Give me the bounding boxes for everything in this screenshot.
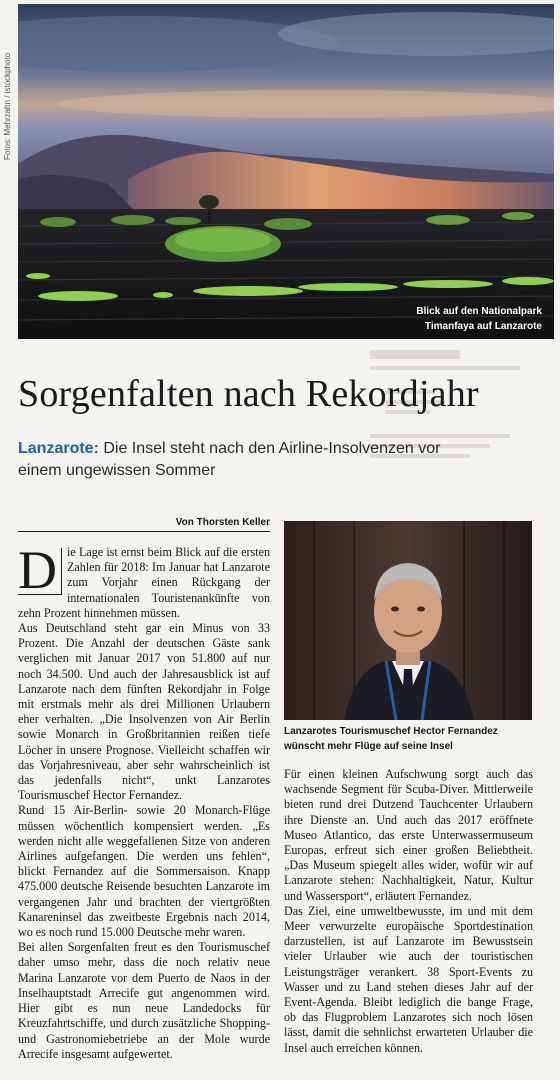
body-column-right <box>284 767 533 1056</box>
subhead-text: Die Insel steht nach den Airline-Insolvenzen vor einem ungewissen Sommer <box>18 440 441 479</box>
paragraph-1 <box>18 540 270 621</box>
portrait-caption <box>284 724 533 754</box>
photo-credit: Fotos: Mehrzahn / istockphoto <box>3 52 12 160</box>
portrait-caption-line-2: wünscht mehr Flüge auf seine Insel <box>284 741 453 752</box>
hero-photo-timanfaya <box>18 4 554 339</box>
hero-caption <box>416 304 542 334</box>
paragraph-1-text: ie Lage ist ernst beim Blick auf die ersten Zahlen für 2018: Im Januar hat Lanzarote zum Vorjahr einen Rückgang der internationalen Touristenankünfte von zehn Prozent hinnehmen müssen. <box>18 545 270 620</box>
byline: Von Thorsten Keller <box>18 517 270 532</box>
subhead-keyword: Lanzarote: <box>18 440 99 457</box>
article-headline: Sorgenfalten nach Rekordjahr <box>18 373 479 415</box>
drop-cap: D <box>18 548 62 595</box>
paragraph-5: Für einen kleinen Aufschwung sorgt auch das wachsende Segment für Scuba-Diver. Mittlerweile bieten rund drei Dutzend Tauchcenter Urlaubern ihre Dienste an. Und auch das 2017 eröffnete Museo Atlantico, das erste Unterwassermuseum Europas, erfreut sich einer großen Beliebtheit. „Das Museum spiegelt alles wider, wofür wir auf Lanzarote stehen: Nachhaltigkeit, Natur, Kultur und Wassersport“, erläutert Fernandez. <box>284 767 533 903</box>
portrait-caption-line-1: Lanzarotes Tourismuschef Hector Fernandez <box>284 726 498 737</box>
article-subhead <box>18 438 448 482</box>
paragraph-6: Das Ziel, eine umweltbewusste, im und mit dem Meer verwurzelte europäische Sportdestination darzustellen, ist auf Lanzarote im Bewusstsein vieler Urlauber wie auch der touristischen Leistungsträger verankert. 38 Sport-Events zu Wasser und zu Land stehen dieses Jahr auf der Event-Agenda. Bleibt lediglich die bange Frage, ob das Flugproblem Lanzarotes sich noch lösen lässt, damit die sehnlichst erwarteten Urlauber die Insel auch erreichen können. <box>284 903 533 1055</box>
landscape-illustration <box>18 4 554 339</box>
hero-caption-line-2: Timanfaya auf Lanzarote <box>424 321 542 332</box>
paragraph-3: Rund 15 Air-Berlin- sowie 20 Monarch-Flüge müssen wöchentlich kompensiert werden. „Es werden nicht alle weggefallenen Sitze von anderen Airlines aufgefangen. Die werden uns fehlen“, blickt Fernandez auf die Sommersaison. Knapp 475.000 deutsche Reisende besuchten Lanzarote im vergangenen Jahr und brachten der viertgrößten Kanareninsel das zweitbeste Ergebnis nach 2014, wo es noch rund 15.000 Deutsche mehr waren. <box>18 803 270 940</box>
body-column-left <box>18 540 270 1062</box>
portrait-illustration <box>284 521 532 720</box>
portrait-photo-hector-fernandez <box>284 521 532 720</box>
hero-caption-line-1: Blick auf den Nationalpark <box>416 306 542 317</box>
paragraph-4: Bei allen Sorgenfalten freut es den Tourismuschef daher umso mehr, dass die noch relativ neue Marina Lanzarote vor dem Puerto de Naos in der Inselhauptstadt Arrecife gut angenommen wird. Hier gibt es nun neue Landedocks für Kreuzfahrtschiffe, und durch zusätzliche Shopping- und Gastronomiebetriebe an der Mole wurde Arrecife insgesamt aufgewertet. <box>18 940 270 1061</box>
paragraph-2: Aus Deutschland steht gar ein Minus von 33 Prozent. Die Anzahl der deutschen Gäste sank verglichen mit Januar 2017 von 51.800 auf nur noch 34.500. Und auch der Jahresausblick ist auf Lanzarote nach dem fünften Rekordjahr in Folge mit erstmals mehr als drei Millionen Urlaubern eher verhalten. „Die Insolvenzen von Air Berlin sowie Monarch in Großbritannien reißen tiefe Löcher in unsere Prognose. Vielleicht schaffen wir das Vorjahresniveau, aber sehr wahrscheinlich ist das jedenfalls nicht“, unkt Lanzarotes Tourismuschef Hector Fernandez. <box>18 621 270 803</box>
